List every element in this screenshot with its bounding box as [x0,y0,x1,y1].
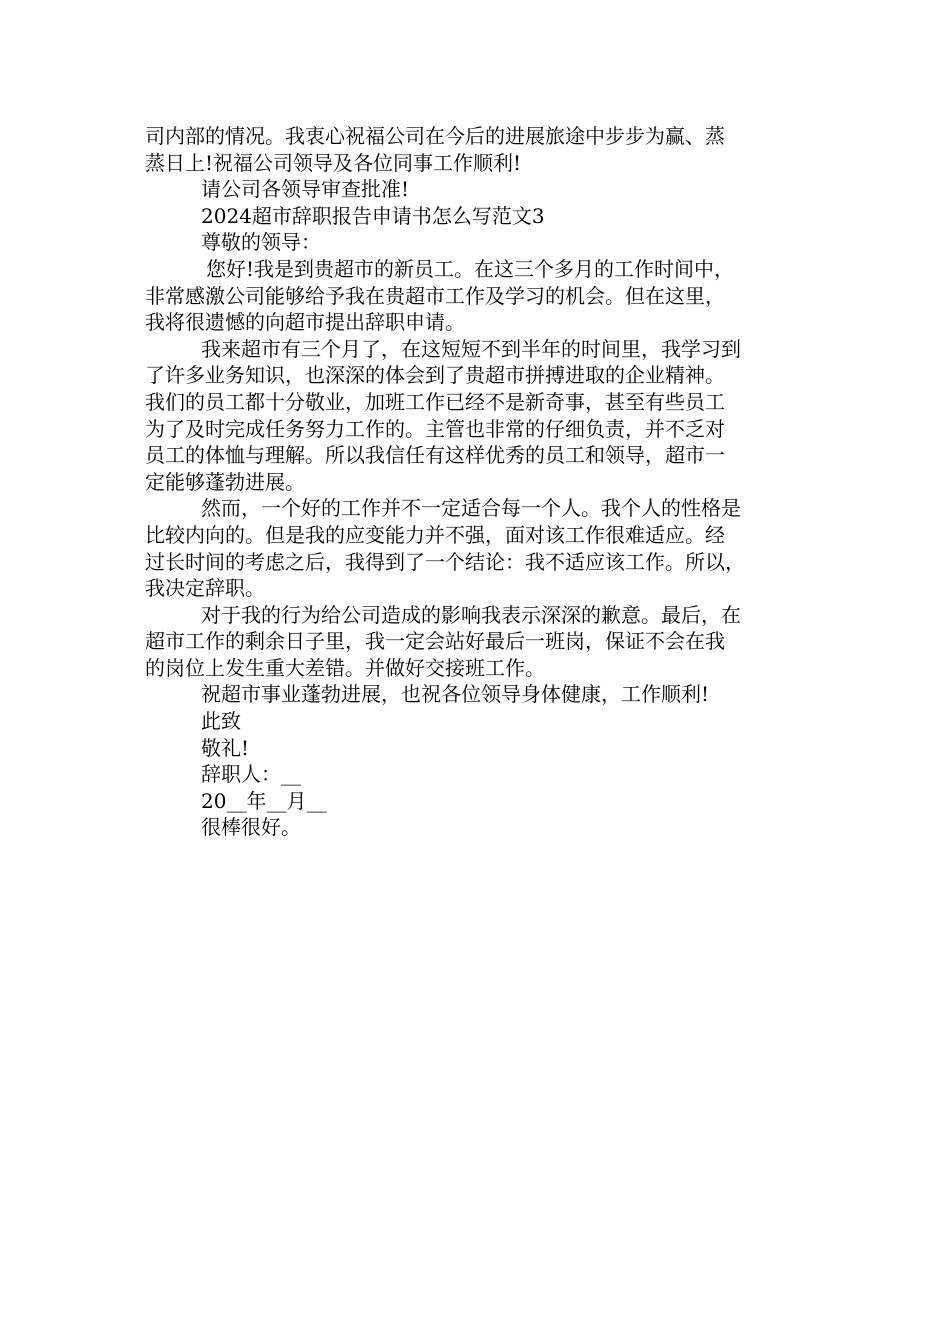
text-line: 请公司各领导审查批准! [201,177,410,202]
text-line: 了许多业务知识，也深深的体会到了贵超市拼搏进取的企业精神。 [145,363,725,388]
signature-line: 辞职人：__ [201,762,301,787]
text-line: 为了及时完成任务努力工作的。主管也非常的仔细负责，并不乏对 [145,416,725,441]
text-line: 我们的员工都十分敬业，加班工作已经不是新奇事，甚至有些员工 [145,389,725,414]
text-line: 过长时间的考虑之后，我得到了一个结论：我不适应该工作。所以， [145,549,745,574]
text-line: 您好!我是到贵超市的新员工。在这三个多月的工作时间中， [206,256,735,281]
text-line: 的岗位上发生重大差错。并做好交接班工作。 [145,655,545,680]
text-line: 司内部的情况。我衷心祝福公司在今后的进展旅途中步步为赢、蒸 [145,124,725,148]
text-line: 非常感激公司能够给予我在贵超市工作及学习的机会。但在这里， [145,283,725,308]
closing-phrase: 此致 [201,709,241,734]
text-line: 员工的体恤与理解。所以我信任有这样优秀的员工和领导，超市一 [145,443,725,468]
text-line: 我将很遗憾的向超市提出辞职申请。 [145,310,465,335]
text-line: 然而，一个好的工作并不一定适合每一个人。我个人的性格是 [201,496,741,521]
document-body [145,123,820,841]
date-line: 20__年__月__ [201,788,327,813]
text-line: 很棒很好。 [201,815,301,840]
text-line: 我来超市有三个月了，在这短短不到半年的时间里，我学习到 [201,336,741,361]
text-line: 祝超市事业蓬勃进展，也祝各位领导身体健康，工作顺利! [201,682,710,707]
text-line: 超市工作的剩余日子里，我一定会站好最后一班岗，保证不会在我 [145,629,725,654]
text-line: 蒸日上!祝福公司领导及各位同事工作顺利! [145,150,522,175]
closing-regards: 敬礼! [201,735,250,760]
salutation: 尊敬的领导： [201,230,321,255]
letter-title: 2024超市辞职报告申请书怎么写范文3 [201,203,545,228]
text-line: 定能够蓬勃进展。 [145,469,305,494]
text-line: 我决定辞职。 [145,576,265,601]
text-line: 对于我的行为给公司造成的影响我表示深深的歉意。最后，在 [201,602,741,627]
text-line: 比较内向的。但是我的应变能力并不强，面对该工作很难适应。经 [145,522,725,547]
